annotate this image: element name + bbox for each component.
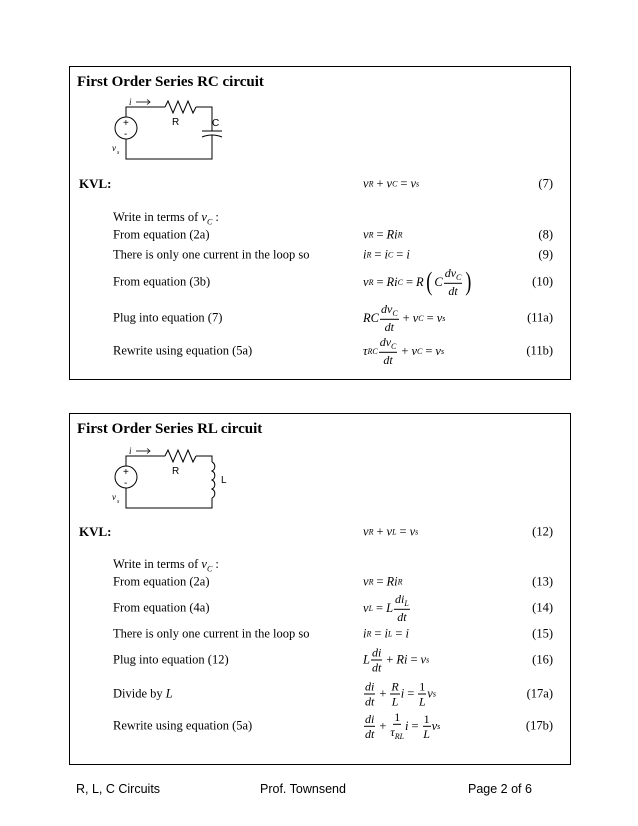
row-description: From equation (2a) — [113, 227, 210, 242]
rc-row-11a — [113, 301, 553, 335]
row-description: Rewrite using equation (5a) — [113, 718, 253, 733]
rc-circuit-diagram — [108, 95, 228, 175]
rl-row-17b — [113, 709, 553, 742]
rl-row-17a — [113, 680, 553, 708]
rc-row-11b — [113, 334, 553, 368]
footer-left: R, L, C Circuits — [76, 782, 161, 796]
source-minus: - — [124, 478, 128, 489]
source-minus: - — [124, 129, 128, 140]
resistor-label: R — [172, 466, 180, 477]
rc-section — [69, 66, 571, 380]
equation: τ RC $\frac{dv_C}{dt}$ + v C = v s — [363, 334, 445, 368]
resistor-symbol — [165, 450, 196, 462]
row-description: From equation (2a) — [113, 574, 210, 589]
row-description: Divide by L — [113, 686, 173, 701]
current-label: i — [129, 97, 132, 107]
rl-row-14 — [113, 591, 553, 625]
equation-number: (12) — [532, 524, 553, 539]
row-description: Plug into equation (12) — [113, 652, 229, 667]
source-label: v — [112, 492, 116, 502]
row-description: From equation (4a) — [113, 600, 210, 615]
row-description: There is only one current in the loop so — [113, 247, 310, 262]
source-label-sub: s — [117, 150, 120, 156]
equation: v R + v L = v s — [363, 524, 419, 539]
source-plus: + — [123, 467, 129, 478]
rl-kvl-row — [113, 522, 553, 542]
row-description: From equation (3b) — [113, 274, 211, 289]
source-label: v — [112, 143, 116, 153]
rc-circuit-svg — [108, 95, 238, 165]
equation: v R + v C = v s — [363, 176, 420, 191]
rc-row-10 — [113, 265, 553, 299]
capacitor-label: C — [212, 118, 220, 129]
equation-number: (13) — [532, 574, 553, 589]
row-description: Plug into equation (7) — [113, 310, 223, 325]
equation: $\frac{di}{dt}$ + $\frac{R}{L}$ i = $\frac{1}{L}$ v s — [365, 679, 436, 709]
resistor-label: R — [172, 117, 180, 128]
equation: i R = i L = i — [363, 626, 409, 641]
rl-circuit-svg — [108, 444, 238, 514]
equation-number: (7) — [538, 176, 553, 191]
equation-number: (17b) — [525, 718, 553, 733]
equation-number: (8) — [538, 227, 553, 242]
equation-number: (10) — [532, 274, 553, 289]
rc-row-8 — [113, 225, 553, 245]
row-description: Write in terms of $v_C$ : — [113, 556, 219, 574]
rl-row-15 — [113, 624, 553, 644]
rc-section-title: First Order Series RC circuit — [77, 74, 264, 90]
inductor-label: L — [221, 475, 227, 486]
equation: v R = Ri R — [363, 574, 403, 589]
rl-section — [69, 413, 571, 765]
equation-number: (14) — [532, 600, 553, 615]
kvl-label: KVL: — [79, 176, 112, 191]
equation: v L = L $\frac{di_L}{dt}$ — [363, 591, 409, 625]
equation: RC $\frac{dv_C}{dt}$ + v C = v s — [363, 301, 446, 335]
row-description: Rewrite using equation (5a) — [113, 343, 253, 358]
equation: i R = i C = i — [363, 247, 410, 262]
rl-section-title: First Order Series RL circuit — [77, 421, 263, 437]
rl-row-16 — [113, 645, 553, 675]
equation: $\frac{di}{dt}$ + $\frac{1}{\tau_{RL}}$ i = $\frac{1}{L}$ v s — [365, 709, 441, 742]
current-label: i — [129, 446, 132, 456]
equation-number: (17a) — [526, 686, 553, 701]
rl-row-13 — [113, 572, 553, 592]
equation-number: (11a) — [527, 310, 553, 325]
equation-number: (11b) — [526, 343, 553, 358]
rl-circuit-diagram — [108, 444, 228, 524]
kvl-label: KVL: — [79, 524, 112, 539]
equation: L $\frac{di}{dt}$ + Ri = v s — [363, 645, 430, 675]
rc-kvl-row — [113, 174, 553, 194]
inductor-symbol — [212, 462, 215, 498]
equation-number: (9) — [538, 247, 553, 262]
rc-row-9 — [113, 245, 553, 265]
resistor-symbol — [165, 101, 196, 113]
source-label-sub: s — [117, 499, 120, 505]
footer-center: Prof. Townsend — [260, 782, 346, 796]
source-plus: + — [123, 118, 129, 129]
equation-number: (16) — [532, 652, 553, 667]
equation: v R = Ri C = R ( C $\frac{dv_C}{dt}$ ) — [363, 265, 472, 299]
equation-number: (15) — [532, 626, 553, 641]
row-description: Write in terms of $v_C$ : — [113, 209, 219, 227]
footer-right: Page 2 of 6 — [468, 782, 532, 796]
equation: v R = Ri R — [363, 227, 403, 242]
row-description: There is only one current in the loop so — [113, 626, 310, 641]
